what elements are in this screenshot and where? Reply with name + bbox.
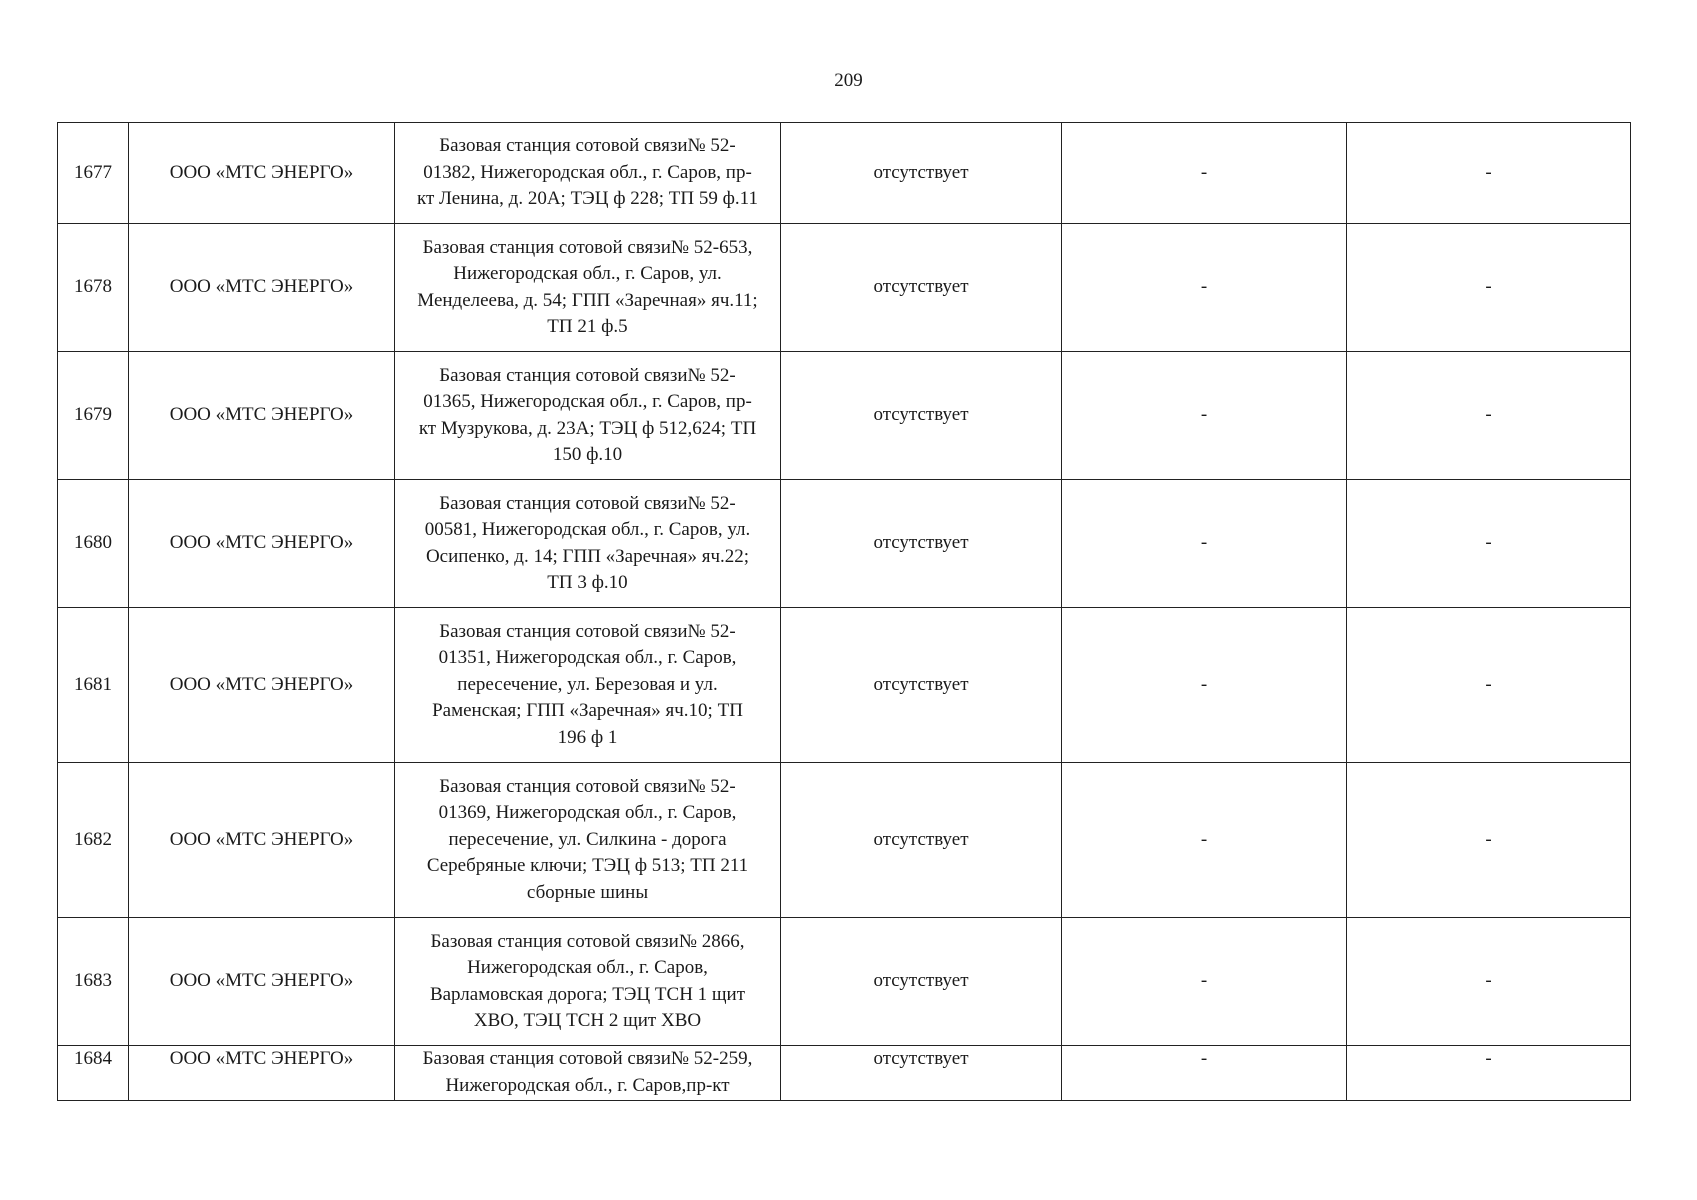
column-6-cell: - bbox=[1347, 123, 1631, 224]
row-number: 1680 bbox=[58, 480, 129, 608]
object-description-cell: Базовая станция сотовой связи№ 52- 01365, Нижегородская обл., г. Саров, пр- кт Музрукова, д. 23А; ТЭЦ ф 512,624; ТП 150 ф.10 bbox=[395, 352, 781, 480]
column-5-cell: - bbox=[1062, 352, 1347, 480]
status-cell: отсутствует bbox=[781, 763, 1062, 918]
column-6-cell: - bbox=[1347, 918, 1631, 1046]
table-row bbox=[58, 123, 1631, 224]
object-description-cell: Базовая станция сотовой связи№ 52- 00581, Нижегородская обл., г. Саров, ул. Осипенко, д. 14; ГПП «Заречная» яч.22; ТП 3 ф.10 bbox=[395, 480, 781, 608]
table-row bbox=[58, 352, 1631, 480]
status-cell: отсутствует bbox=[781, 480, 1062, 608]
column-6-cell: - bbox=[1347, 352, 1631, 480]
organization-cell: ООО «МТС ЭНЕРГО» bbox=[129, 1046, 395, 1101]
object-description-cell: Базовая станция сотовой связи№ 2866, Нижегородская обл., г. Саров, Варламовская дорога; ТЭЦ ТСН 1 щит ХВО, ТЭЦ ТСН 2 щит ХВО bbox=[395, 918, 781, 1046]
status-cell: отсутствует bbox=[781, 224, 1062, 352]
column-5-cell: - bbox=[1062, 918, 1347, 1046]
object-description-cell: Базовая станция сотовой связи№ 52- 01382, Нижегородская обл., г. Саров, пр- кт Ленина, д. 20А; ТЭЦ ф 228; ТП 59 ф.11 bbox=[395, 123, 781, 224]
column-5-cell: - bbox=[1062, 480, 1347, 608]
organization-cell: ООО «МТС ЭНЕРГО» bbox=[129, 123, 395, 224]
registry-table bbox=[57, 122, 1631, 1101]
column-5-cell: - bbox=[1062, 224, 1347, 352]
row-number: 1683 bbox=[58, 918, 129, 1046]
table-row bbox=[58, 918, 1631, 1046]
column-5-cell: - bbox=[1062, 763, 1347, 918]
column-6-cell: - bbox=[1347, 763, 1631, 918]
column-6-cell: - bbox=[1347, 1046, 1631, 1101]
organization-cell: ООО «МТС ЭНЕРГО» bbox=[129, 608, 395, 763]
row-number: 1682 bbox=[58, 763, 129, 918]
table-row bbox=[58, 224, 1631, 352]
column-6-cell: - bbox=[1347, 480, 1631, 608]
organization-cell: ООО «МТС ЭНЕРГО» bbox=[129, 480, 395, 608]
organization-cell: ООО «МТС ЭНЕРГО» bbox=[129, 352, 395, 480]
page-number: 209 bbox=[834, 70, 863, 91]
table-row bbox=[58, 1046, 1631, 1101]
object-description-cell: Базовая станция сотовой связи№ 52-259, Нижегородская обл., г. Саров,пр-кт bbox=[395, 1046, 781, 1101]
organization-cell: ООО «МТС ЭНЕРГО» bbox=[129, 763, 395, 918]
column-5-cell: - bbox=[1062, 1046, 1347, 1101]
row-number: 1684 bbox=[58, 1046, 129, 1101]
status-cell: отсутствует bbox=[781, 123, 1062, 224]
row-number: 1678 bbox=[58, 224, 129, 352]
table-row bbox=[58, 763, 1631, 918]
organization-cell: ООО «МТС ЭНЕРГО» bbox=[129, 224, 395, 352]
status-cell: отсутствует bbox=[781, 352, 1062, 480]
object-description-cell: Базовая станция сотовой связи№ 52- 01351, Нижегородская обл., г. Саров, пересечение, ул. Березовая и ул. Раменская; ГПП «Заречная» яч.10; ТП 196 ф 1 bbox=[395, 608, 781, 763]
column-5-cell: - bbox=[1062, 123, 1347, 224]
column-6-cell: - bbox=[1347, 608, 1631, 763]
status-cell: отсутствует bbox=[781, 918, 1062, 1046]
object-description-cell: Базовая станция сотовой связи№ 52- 01369, Нижегородская обл., г. Саров, пересечение, ул. Силкина - дорога Серебряные ключи; ТЭЦ ф 513; ТП 211 сборные шины bbox=[395, 763, 781, 918]
status-cell: отсутствует bbox=[781, 1046, 1062, 1101]
table-row bbox=[58, 480, 1631, 608]
row-number: 1677 bbox=[58, 123, 129, 224]
column-5-cell: - bbox=[1062, 608, 1347, 763]
object-description-cell: Базовая станция сотовой связи№ 52-653, Нижегородская обл., г. Саров, ул. Менделеева, д. 54; ГПП «Заречная» яч.11; ТП 21 ф.5 bbox=[395, 224, 781, 352]
status-cell: отсутствует bbox=[781, 608, 1062, 763]
row-number: 1681 bbox=[58, 608, 129, 763]
table-row bbox=[58, 608, 1631, 763]
row-number: 1679 bbox=[58, 352, 129, 480]
column-6-cell: - bbox=[1347, 224, 1631, 352]
organization-cell: ООО «МТС ЭНЕРГО» bbox=[129, 918, 395, 1046]
